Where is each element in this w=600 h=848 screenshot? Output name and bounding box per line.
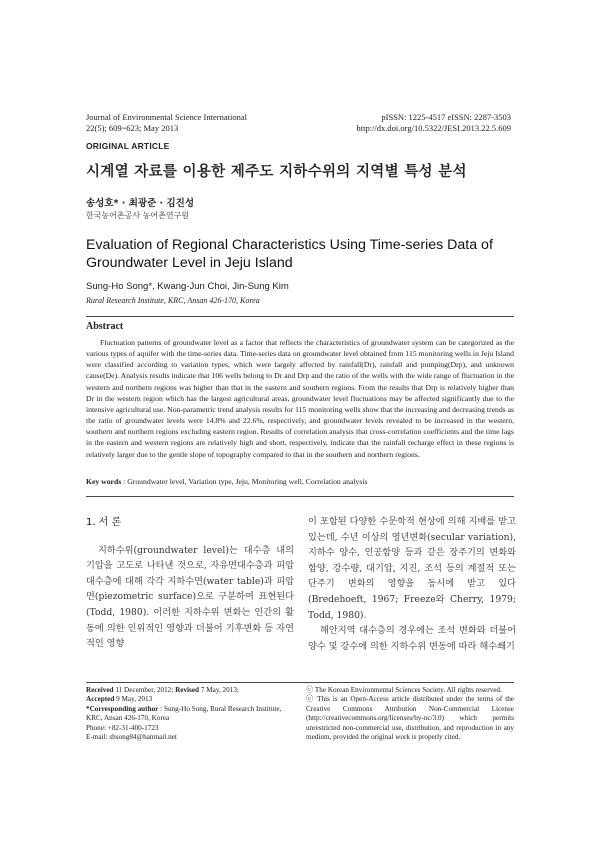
journal-info [86, 112, 247, 134]
email[interactable]: E-mail: shsong84@hanmail.net [86, 733, 177, 742]
body-paragraph: 이 포함된 다양한 수문학적 현상에 의해 지배를 받고 있는데, 수년 이상의 영년변화(secular variation), 지하수 양수, 인공함양 등과 같은 장주기의 변화와 함양, 강수량, 대기압, 지진, 조석 등의 계절적 또는 단주기 변화의 영향을 동시에 받고 있다(Bredehoeft, 1967; Freeze와 Cherry, 1979; Todd, 1980). [308, 516, 516, 621]
korean-affiliation: 한국농어촌공사 농어촌연구원 [86, 211, 190, 220]
english-authors: Sung-Ho Song*, Kwang-Jun Choi, Jin-Sung Kim [86, 281, 289, 292]
received-label: Received [86, 686, 114, 694]
korean-title: 시계열 자료를 이용한 제주도 지하수위의 지역별 특성 분석 [86, 164, 467, 180]
article-type: ORIGINAL ARTICLE [86, 141, 170, 151]
keywords-label: Key words [86, 477, 122, 486]
issn: pISSN: 1225-4517 eISSN: 2287-3503 [381, 112, 511, 122]
issn-info [356, 112, 511, 134]
body-column-left [86, 515, 294, 652]
abstract-text: Fluctuation patterns of groundwater level as a factor that reflects the characteristics of groundwater system can be categorized as the various types of aquifer with the time-series data. Time-series data on groundwater level obtained from 115 monitoring wells in Jeju Island were classified according to variation types, which were largely affected by rainfall(Dr), rainfall and pumping(Drp), and unknown cause(De). Analysis results indicate that 106 wells belong to Dr and Drp and the ratio of the wells with the wide range of fluctuation in the western and northern regions was higher than that in the eastern and southern regions. From the results that Drp is relatively higher than Dr in the western region which has the largest agricultural areas, groundwater level fluctuations may be affected significantly due to the intensive agricultural use. Non-parametric trend analysis results for 115 monitoring wells show that the increasing and decreasing trends as the ratio of groundwater levels were 14.8% and 22.6%, respectively, and groundwater levels revealed to be increased in the western, southern and northern regions excluding eastern region. Results of correlation analysis that cross-correlation coefficients and the time lags in the eastern and western regions are relatively high and short, respectively, indicate that the rainfall recharge effect in these regions is relatively larger due to the gentle slope of topography compared to that in the southern and northern regions. [86, 338, 514, 459]
divider-top [86, 316, 514, 317]
abstract-heading: Abstract [86, 321, 124, 332]
phone: Phone: +82-31-400-1723 [86, 723, 159, 732]
copyright-notice: ⓒ The Korean Environmental Sciences Society. All rights reserved. [306, 686, 502, 694]
received-date: 11 December, 2012; [113, 686, 176, 694]
journal-name: Journal of Environmental Science International [86, 112, 247, 122]
revised-date: 7 May, 2013; [199, 686, 239, 694]
corresponding-author: : Sung-Ho Song, Rural Research Institute, KRC, Ansan 426-170, Korea [86, 704, 282, 723]
body-paragraph: 해안지역 대수층의 경우에는 조석 변화와 더불어 양수 및 강수에 의한 지하수위 변동에 따라 해수쐐기 [308, 625, 516, 652]
accepted-date: 9 May, 2013 [114, 695, 153, 704]
english-title: Evaluation of Regional Characteristics Using Time-series Data of Groundwater Level in Jeju Island [86, 237, 493, 271]
divider-middle [86, 496, 514, 497]
doi-link[interactable]: http://dx.doi.org/10.5322/JESI.2013.22.5.609 [356, 123, 511, 133]
section-heading: 1. 서 론 [86, 517, 122, 528]
footnote-right [306, 686, 514, 742]
license-notice: ⓒ This is an Open-Access article distributed under the terms of the Creative Commons Attribution Non-Commercial License (http://creativecommons.org/licenses/by-nc/3.0) which permits unrestricted non-commercial use, distribution, and reproduction in any medium, provided the original work is properly cited. [306, 695, 514, 742]
body-column-right [308, 514, 516, 654]
korean-authors: 송성호* · 최광준 · 김진성 [86, 198, 195, 209]
keywords-list: : Groundwater level, Variation type, Jeju, Monitoring well, Correlation analysis [121, 477, 368, 486]
revised-label: Revised [175, 686, 200, 694]
english-affiliation: Rural Research Institute, KRC, Ansan 426-170, Korea [86, 296, 260, 305]
keywords [86, 477, 367, 486]
footnote-left [86, 686, 291, 742]
corresponding-label: *Corresponding author [86, 704, 159, 713]
divider-footnote [86, 682, 514, 683]
journal-issue: 22(5); 609~623; May 2013 [86, 123, 179, 133]
accepted-label: Accepted [86, 695, 115, 704]
body-paragraph: 지하수위(groundwater level)는 대수층 내의 기압을 고도로 나타낸 것으로, 자유면대수층과 피압대수층에 대해 각각 지하수면(water table)과 피압면(piezometric surface)으로 구분하여 표현된다(Todd, 1980). 이러한 지하수위 변화는 인간의 활동에 의한 인위적인 영향과 더불어 기후변화 등 자연적인 영향 [86, 544, 294, 650]
